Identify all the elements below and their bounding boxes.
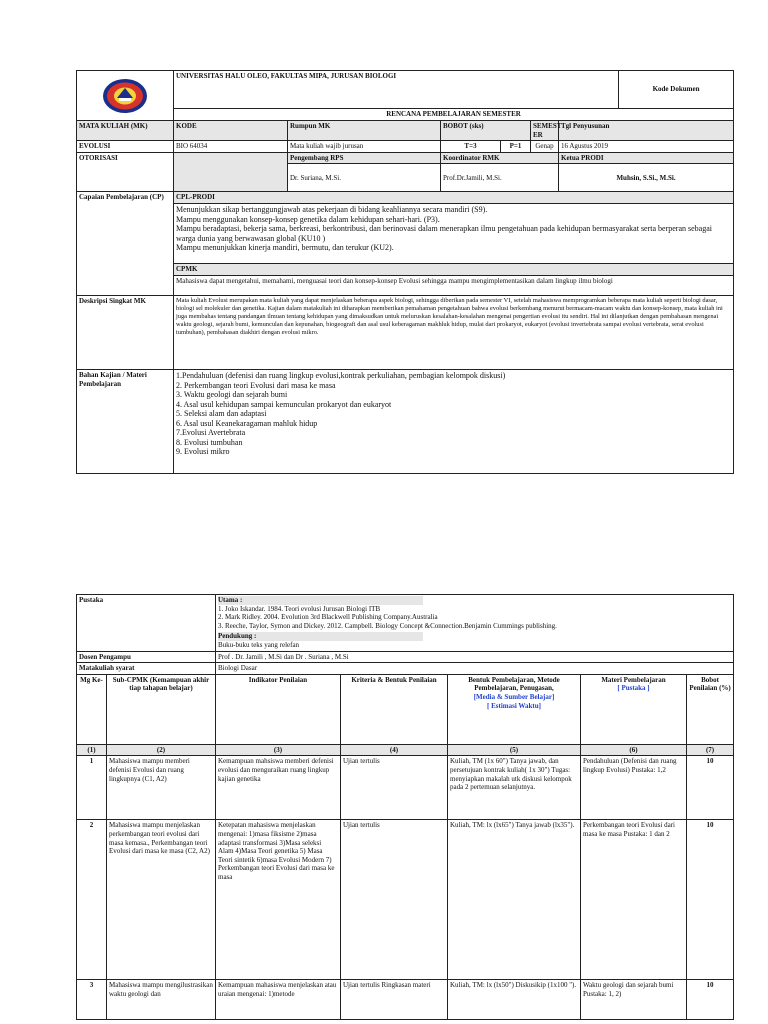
pustaka-utama-label: Utama : [218,596,423,605]
dosen-label: Dosen Pengampu [77,651,216,663]
bentuk-header-media: [Media & Sumber Belajar] [473,692,555,701]
rps-header-table [76,70,734,474]
pengembang-value: Dr. Suriana, M.Si. [288,164,441,192]
materi-header-text: Materi Pembelajaran [601,675,666,684]
row-kriteria: Ujian tertulis Ringkasan materi [341,980,448,1020]
row-week: 3 [77,980,107,1020]
rumpun-value: Mata kuliah wajib jurusan [288,141,441,153]
cpmk-text: Mahasiswa dapat mengetahui, memahami, menguasai teori dan konsep-konsep Evolusi sehingga mampu mengimplementasikan dalam lingkup ilmu biologi [174,276,734,296]
mk-value: EVOLUSI [77,141,174,153]
row-bentuk: Kuliah, TM: lx (lx50") Diskusikip (1x100 "). [448,980,581,1020]
koordinator-value: Prof.Dr.Jamili, M.Si. [441,164,559,192]
col-number: (5) [448,744,581,756]
pustaka-pendukung-label: Pendukung : [218,632,423,641]
cpl-label: CPL-PRODI [174,192,734,204]
pustaka-pendukung-text: Buku-buku teks yang relefan [218,640,300,649]
row-sub-cpmk: Mahasiswa mampu menjelaskan perkembangan teori evolusi dari masa kemasa., Perkembangan teori Evolusi dari masa ke masa (C2, A2) [107,820,216,980]
row-bobot: 10 [687,980,734,1020]
col-number: (7) [687,744,734,756]
col-number: (6) [581,744,687,756]
bahan-item: 3. Waktu geologi dan sejarah bumi [176,390,288,400]
col-header-materi [581,674,687,744]
cpl-item: Mampu menunjukkan kinerja mandiri, bermutu, dan terukur (KU2). [176,243,394,253]
pustaka-item: 3. Reeche, Taylor, Symon and Dickey. 2012. Campbell. Biology Concept &Connection.Benjamin Cummings publishing. [218,621,557,630]
row-week: 1 [77,756,107,820]
rps-schedule-table [76,594,734,1020]
deskripsi-text: Mata kuliah Evolusi merupakan mata kuliah yang dapat menjelaskan beberapa aspek biologi, sehingga diberikan pada semester VI, setelah mahasiswa memprogramkan beberapa mata kuliah seperti biologi dasar, biologi sel molekuler dan genetika. Kajian dalam matakuliah ini diharapkan memberikan pemahaman pengetahuan bahwa evolusi berkembang menurut bermacam-macam waktu dan konsep-konsep, mata kuliah ini juga membahas tentang pandangan ilmuan tentang kehidupan yang dimaksudkan untuk meluruskan kesalahan-kesalahan mengenai pengertian evolusi itu sendiri. Hal ini dilanjutkan dengan pembahasan mengenai waktu geologi, sejarah bumi, kemunculan dan kepunahan, biogeografi dan asal usul keberagaman makhluk hidup, mulai dari prokaryot, eukaryot (evolusi invertebrata sampai evolusi vertebrata, serat evolusi tumbuhan), pembahasan diakhiri dengan evolusi mikro. [174,296,734,370]
cp-label: Capaian Pembelajaran (CP) [77,192,174,296]
cpl-item: Menunjukkan sikap bertanggungjawab atas pekerjaan di bidang keahliannya secara mandiri (S9). [176,205,488,215]
row-bentuk: Kuliah, TM (1x 60") Tanya jawab, dan persetujuan kontrak kuliah( 1x 30") Tugas: menyiapkan makalah utk diskusi kelompok pada 2 pertemuan selanjutnya. [448,756,581,820]
row-bobot: 10 [687,820,734,980]
syarat-label: Matakuliah syarat [77,663,216,675]
col-header-bobot: Bobot Penilaian (%) [687,674,734,744]
otorisasi-blank [174,152,288,192]
doc-code-label: Kode Dokumen [619,71,734,109]
bobot-t: T=3 [441,141,501,153]
col-number: (3) [216,744,341,756]
document-title: RENCANA PEMBELAJARAN SEMESTER [174,109,734,121]
materi-header-pustaka: [ Pustaka ] [617,684,650,693]
col-header-kriteria: Kriteria & Bentuk Penilaian [341,674,448,744]
row-sub-cpmk: Mahasiswa mampu mengilustrasikan waktu geologi dan [107,980,216,1020]
tgl-value: 16 Agustus 2019 [559,141,734,153]
row-kriteria: Ujian tertulis [341,756,448,820]
table-row [77,820,734,980]
university-title: UNIVERSITAS HALU OLEO, FAKULTAS MIPA, JURUSAN BIOLOGI [174,71,619,109]
rumpun-label: Rumpun MK [288,121,441,141]
bobot-p: P=1 [501,141,531,153]
pustaka-item: 2. Mark Ridley. 2004. Evolution 3rd Blackwell Publishing Company.Australia [218,613,438,622]
semester-label: SEMEST ER [531,121,559,141]
tgl-label: Tgl Penyusunan [559,121,734,141]
col-number: (2) [107,744,216,756]
col-header-indikator: Indikator Penilaian [216,674,341,744]
bahan-item: 6. Asal usul Keanekaragaman mahluk hidup [176,418,318,428]
bahan-item: 2. Perkembangan teori Evolusi dari masa ke masa [176,380,336,390]
bahan-item: 9. Evolusi mikro [176,447,230,457]
bahan-kajian-label: Bahan Kajian / Materi Pembelajaran [77,370,174,474]
ketua-value: Muhsin, S.Si., M.Si. [559,164,734,192]
syarat-value: Biologi Dasar [216,663,734,675]
row-materi: Perkembangan teori Evolusi dari masa ke masa Pustaka: 1 dan 2 [581,820,687,980]
row-bobot: 10 [687,756,734,820]
col-header-sub-cpmk: Sub-CPMK (Kemampuan akhir tiap tahapan belajar) [107,674,216,744]
pustaka-content [216,595,734,652]
col-header-bentuk [448,674,581,744]
bahan-item: 7.Evolusi Avertebrata [176,428,246,438]
pustaka-label: Pustaka [77,595,216,652]
row-materi: Pendahuluan (Defenisi dan ruang lingkup Evolusi) Pustaka: 1,2 [581,756,687,820]
university-seal-icon [95,76,155,116]
row-kriteria: Ujian tertulis [341,820,448,980]
table-row [77,756,734,820]
kode-label: KODE [174,121,288,141]
col-number: (1) [77,744,107,756]
kode-value: BIO 64034 [174,141,288,153]
bobot-label: BOBOT (sks) [441,121,531,141]
cpl-list [174,204,734,264]
row-materi: Waktu geologi dan sejarah bumi Pustaka: 1, 2) [581,980,687,1020]
dosen-value: Prof . Dr. Jamili , M.Si dan Dr . Suriana , M.Si [216,651,734,663]
deskripsi-label: Deskripsi Singkat MK [77,296,174,370]
pustaka-item: 1. Joko Iskandar. 1984. Teori evolusi Jurusan Biologi ITB [218,604,381,613]
bahan-kajian-list [174,370,734,474]
bahan-item: 4. Asal usul kehidupan sampai kemunculan prokaryot dan eukaryot [176,399,392,409]
row-bentuk: Kuliah, TM: lx (lx65") Tanya jawab (lx35"). [448,820,581,980]
semester-value: Genap [531,141,559,153]
row-indikator: Kemampuan mahsiswa memberi defenisi evolusi dan menguraikan ruang lingkup kajian genetika [216,756,341,820]
table-row [77,980,734,1020]
bahan-item: 5. Seleksi alam dan adaptasi [176,409,267,419]
row-sub-cpmk: Mahasiswa mampu memberi defenisi Evolusi dan ruang lingkupnya (C1, A2) [107,756,216,820]
mk-label: MATA KULIAH (MK) [77,121,174,141]
row-indikator: Kemampuan mahasiswa menjelaskan atau uraian mengenai: 1)metode [216,980,341,1020]
bentuk-header-estimasi: [ Estimasi Waktu] [487,701,541,710]
bentuk-header-text: Bentuk Pembelajaran, Metode Pembelajaran, Penugasan, [468,675,560,693]
koordinator-label: Koordinator RMK [441,152,559,164]
col-number: (4) [341,744,448,756]
ketua-label: Ketua PRODI [559,152,734,164]
pengembang-label: Pengembang RPS [288,152,441,164]
row-week: 2 [77,820,107,980]
cpmk-label: CPMK [174,264,734,276]
cpl-item: Mampu menggunakan konsep-konsep genetika dalam kehidupan sehari-hari. (P3). [176,214,440,224]
cpl-item: Mampu beradaptasi, bekerja sama, berkreasi, berkontribusi, dan berinovasi dalam menerapkan ilmu pengetahuan pada kehidupan bermasyarakat serta berperan sebagai warga dunia yang berwawasan global (KU10 ) [176,224,713,243]
row-indikator: Ketepatan mahasiswa menjelaskan mengenai: 1)masa fiksisme 2)masa adaptasi transformasi 3)Masa seleksi Alam 4)Masa Teori genetika 5) Masa Teori sintetik 6)masa Evolusi Modern 7) Perkembangan teori Evolusi dari masa ke masa [216,820,341,980]
bahan-item: 8. Evolusi tumbuhan [176,437,243,447]
bahan-item: 1.Pendahuluan (defenisi dan ruang lingkup evolusi,kontrak perkuliahan, pembagian kelompok diskusi) [176,371,506,381]
otorisasi-label: OTORISASI [77,152,174,192]
col-header-mg: Mg Ke- [77,674,107,744]
university-logo [77,71,174,121]
